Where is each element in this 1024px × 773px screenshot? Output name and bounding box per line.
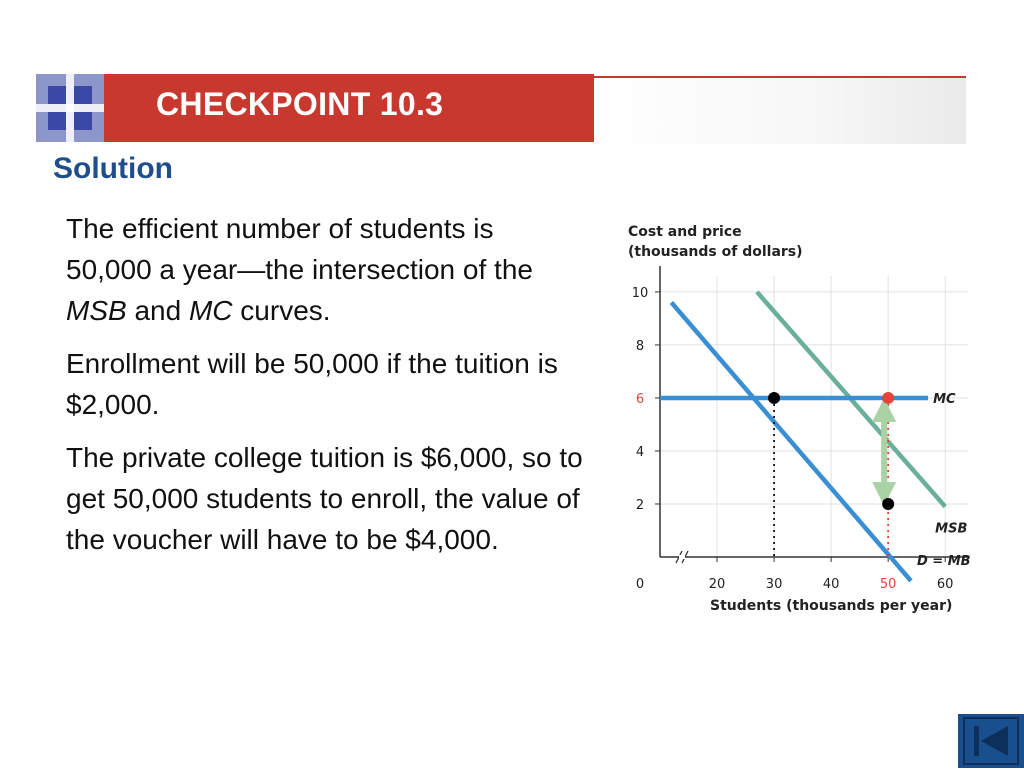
y-tick-label-10: 10 bbox=[631, 285, 649, 301]
y-axis-title-line2: (thousands of dollars) bbox=[628, 244, 803, 260]
point-mb-at-50 bbox=[882, 498, 894, 510]
point-mc-mb-intersection bbox=[768, 392, 780, 404]
p1-mc-term: MC bbox=[188, 295, 233, 326]
y-axis-title-line1: Cost and price bbox=[628, 224, 742, 240]
paragraph-voucher: The private college tuition is $6,000, so to get 50,000 students to enroll, the value of the voucher will have to be $4,000. bbox=[66, 442, 583, 555]
p1-text-c: and bbox=[126, 295, 189, 326]
y-tick-label-4: 4 bbox=[635, 444, 645, 460]
p1-text-e: curves. bbox=[232, 295, 331, 326]
skip-back-icon bbox=[958, 714, 1024, 768]
axis-break-gap bbox=[679, 555, 685, 559]
x-tick-label-40: 40 bbox=[822, 577, 840, 592]
paragraph-efficient bbox=[66, 208, 586, 331]
back-button[interactable] bbox=[958, 714, 1024, 768]
series-label-mc: MC bbox=[933, 391, 956, 407]
checkpoint-logo-icon bbox=[36, 74, 104, 142]
origin-label: 0 bbox=[635, 577, 645, 592]
voucher-chart bbox=[600, 210, 1000, 630]
series-line-d-mb bbox=[671, 303, 911, 581]
x-axis-title: Students (thousands per year) bbox=[710, 598, 953, 614]
paragraph-enrollment: Enrollment will be 50,000 if the tuition is $2,000. bbox=[66, 348, 558, 420]
page-title: CHECKPOINT 10.3 bbox=[156, 86, 444, 122]
point-msb-mc-intersection bbox=[882, 392, 894, 404]
y-tick-label-8: 8 bbox=[635, 338, 645, 354]
y-tick-label-2: 2 bbox=[635, 497, 645, 513]
section-heading: Solution bbox=[53, 152, 173, 185]
banner-header bbox=[36, 74, 966, 142]
series-label-d-mb: D = MB bbox=[916, 553, 971, 569]
x-tick-label-30: 30 bbox=[765, 577, 783, 592]
x-tick-label-50: 50 bbox=[879, 577, 897, 592]
p1-msb-term: MSB bbox=[66, 295, 127, 326]
p1-text-a: The efficient number of students is 50,000 a year—the intersection of the bbox=[66, 213, 533, 285]
x-tick-label-60: 60 bbox=[936, 577, 954, 592]
series-label-msb: MSB bbox=[935, 521, 968, 537]
solution-text bbox=[66, 208, 586, 572]
banner-fade-bar bbox=[594, 76, 966, 144]
y-tick-label-6: 6 bbox=[635, 391, 645, 407]
x-tick-label-20: 20 bbox=[708, 577, 726, 592]
